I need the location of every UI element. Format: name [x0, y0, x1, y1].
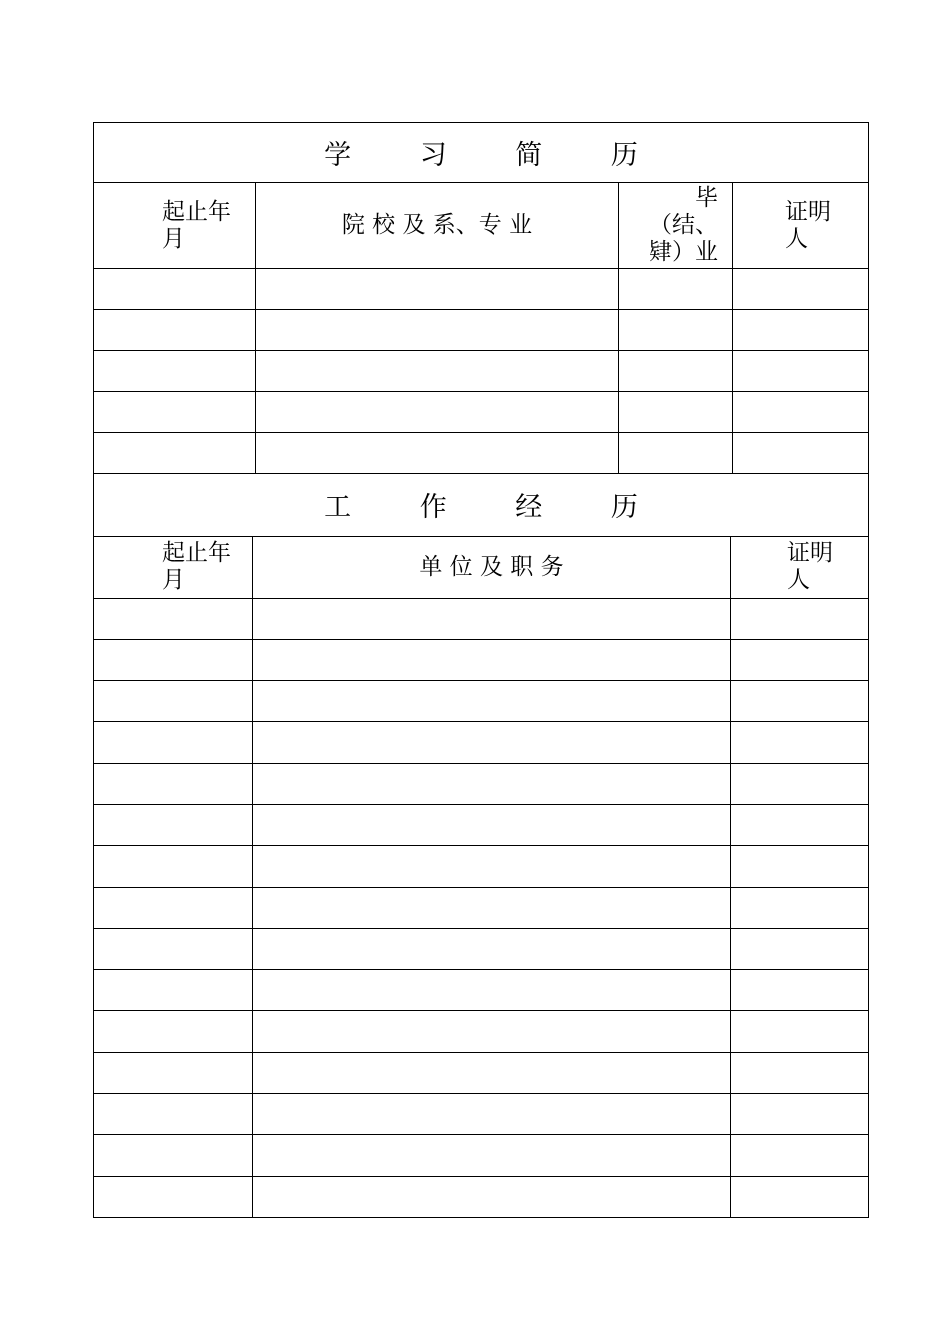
work-period-cell[interactable] [94, 681, 253, 722]
work-row [94, 681, 869, 722]
work-period-cell[interactable] [94, 804, 253, 845]
education-witness-cell[interactable] [733, 269, 869, 310]
education-period-cell[interactable] [94, 351, 256, 392]
work-unit-cell[interactable] [253, 681, 731, 722]
work-unit-cell[interactable] [253, 928, 731, 969]
work-witness-cell[interactable] [731, 1135, 869, 1176]
work-unit-cell[interactable] [253, 1011, 731, 1052]
work-period-cell[interactable] [94, 887, 253, 928]
education-period-cell[interactable] [94, 433, 256, 474]
resume-form [93, 122, 868, 1218]
education-witness-cell[interactable] [733, 433, 869, 474]
work-unit-cell[interactable] [253, 639, 731, 680]
work-witness-cell[interactable] [731, 1176, 869, 1217]
education-school-header: 院 校 及 系、专 业 [256, 183, 619, 269]
education-row [94, 310, 869, 351]
work-witness-cell[interactable] [731, 970, 869, 1011]
education-status-cell[interactable] [619, 392, 733, 433]
work-unit-cell[interactable] [253, 846, 731, 887]
work-witness-cell[interactable] [731, 681, 869, 722]
work-row [94, 970, 869, 1011]
work-row [94, 1176, 869, 1217]
work-row [94, 1052, 869, 1093]
education-header-row [94, 183, 869, 269]
work-witness-cell[interactable] [731, 639, 869, 680]
work-witness-cell[interactable] [731, 763, 869, 804]
work-witness-cell[interactable] [731, 598, 869, 639]
work-row [94, 804, 869, 845]
work-witness-cell[interactable] [731, 804, 869, 845]
work-witness-cell[interactable] [731, 1052, 869, 1093]
work-period-header: 起止年月 [94, 536, 253, 598]
work-period-cell[interactable] [94, 598, 253, 639]
work-witness-cell[interactable] [731, 1094, 869, 1135]
work-witness-cell[interactable] [731, 722, 869, 763]
work-row [94, 1135, 869, 1176]
work-row [94, 639, 869, 680]
work-period-cell[interactable] [94, 846, 253, 887]
education-period-header: 起止年月 [94, 183, 256, 269]
education-status-cell[interactable] [619, 351, 733, 392]
work-period-cell[interactable] [94, 1052, 253, 1093]
education-period-cell[interactable] [94, 310, 256, 351]
education-section-title: 学 习 简 历 [94, 123, 869, 183]
work-row [94, 1094, 869, 1135]
education-school-cell[interactable] [256, 433, 619, 474]
work-header-row [94, 536, 869, 598]
work-period-cell[interactable] [94, 1135, 253, 1176]
education-witness-cell[interactable] [733, 351, 869, 392]
education-row [94, 392, 869, 433]
work-unit-cell[interactable] [253, 1052, 731, 1093]
work-unit-cell[interactable] [253, 1176, 731, 1217]
work-unit-cell[interactable] [253, 763, 731, 804]
work-period-cell[interactable] [94, 928, 253, 969]
work-period-cell[interactable] [94, 722, 253, 763]
work-row [94, 928, 869, 969]
education-school-cell[interactable] [256, 392, 619, 433]
work-period-cell[interactable] [94, 1176, 253, 1217]
work-unit-cell[interactable] [253, 722, 731, 763]
work-row [94, 1011, 869, 1052]
work-row [94, 598, 869, 639]
work-table [93, 474, 869, 1218]
education-witness-header: 证明人 [733, 183, 869, 269]
work-section-title: 工 作 经 历 [94, 474, 869, 536]
work-witness-cell[interactable] [731, 846, 869, 887]
education-status-cell[interactable] [619, 310, 733, 351]
work-period-cell[interactable] [94, 1011, 253, 1052]
work-row [94, 887, 869, 928]
education-school-cell[interactable] [256, 351, 619, 392]
education-row [94, 351, 869, 392]
education-table [93, 122, 869, 474]
education-period-cell[interactable] [94, 392, 256, 433]
work-unit-cell[interactable] [253, 804, 731, 845]
education-school-cell[interactable] [256, 310, 619, 351]
work-unit-header: 单 位 及 职 务 [253, 536, 731, 598]
work-row [94, 722, 869, 763]
education-row [94, 433, 869, 474]
education-witness-cell[interactable] [733, 392, 869, 433]
work-witness-header: 证明人 [731, 536, 869, 598]
education-status-header: 毕（结、肄）业 [619, 183, 733, 269]
work-unit-cell[interactable] [253, 598, 731, 639]
work-witness-cell[interactable] [731, 1011, 869, 1052]
education-witness-cell[interactable] [733, 310, 869, 351]
work-unit-cell[interactable] [253, 1094, 731, 1135]
work-witness-cell[interactable] [731, 928, 869, 969]
work-unit-cell[interactable] [253, 1135, 731, 1176]
education-row [94, 269, 869, 310]
work-period-cell[interactable] [94, 763, 253, 804]
education-school-cell[interactable] [256, 269, 619, 310]
work-row [94, 763, 869, 804]
work-period-cell[interactable] [94, 1094, 253, 1135]
work-period-cell[interactable] [94, 639, 253, 680]
work-row [94, 846, 869, 887]
work-unit-cell[interactable] [253, 887, 731, 928]
work-unit-cell[interactable] [253, 970, 731, 1011]
work-period-cell[interactable] [94, 970, 253, 1011]
education-period-cell[interactable] [94, 269, 256, 310]
education-status-cell[interactable] [619, 269, 733, 310]
education-status-cell[interactable] [619, 433, 733, 474]
work-witness-cell[interactable] [731, 887, 869, 928]
